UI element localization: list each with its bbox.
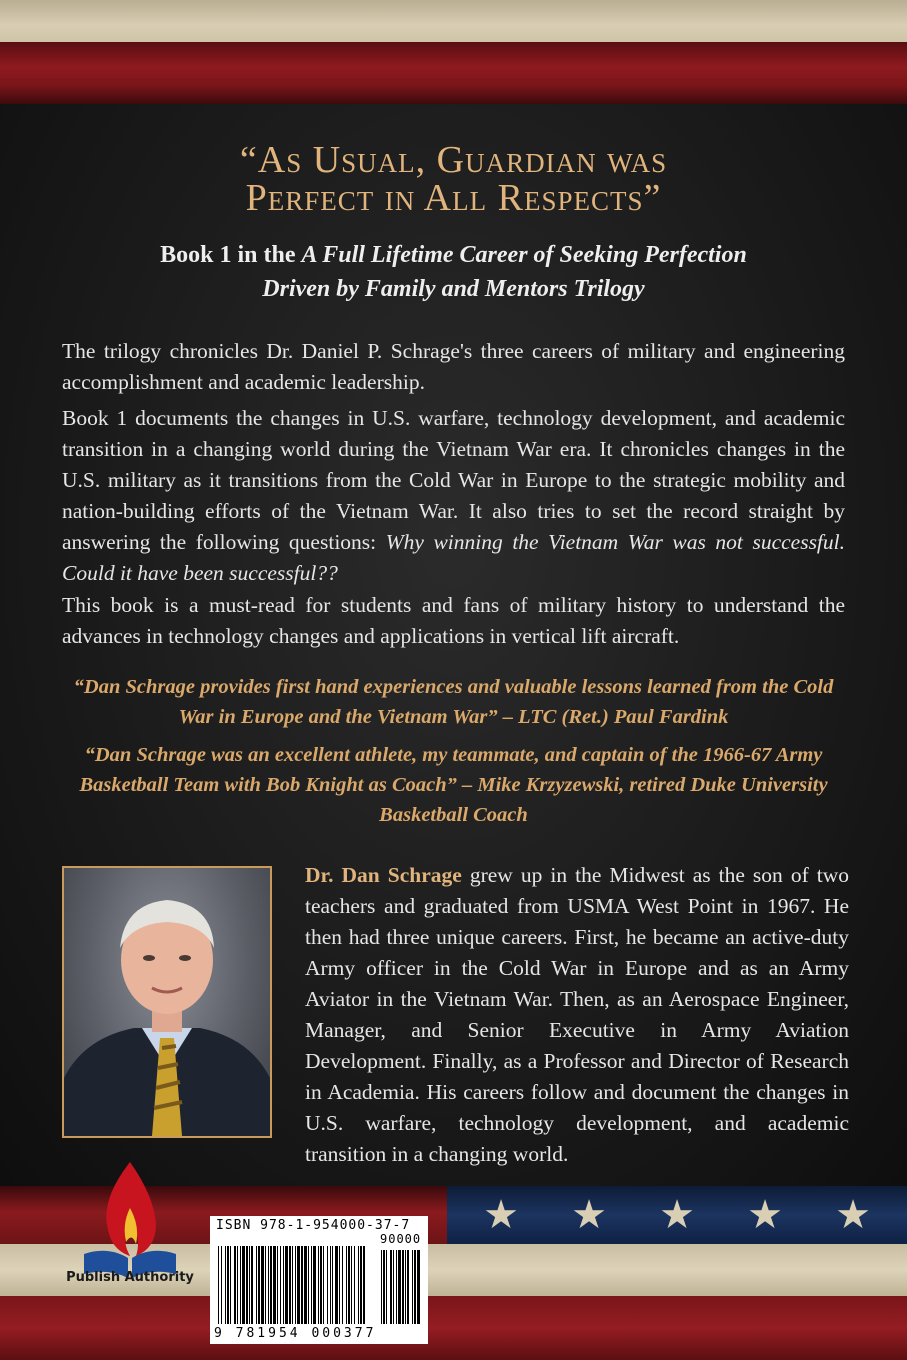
barcode-bar (323, 1246, 324, 1324)
barcode-bar (221, 1246, 222, 1324)
star-icon: ★ (835, 1192, 871, 1238)
barcode-bar (261, 1246, 264, 1324)
publisher-name: Publish Authority (66, 1270, 194, 1285)
barcode-bar (280, 1246, 281, 1324)
bottom-red-stripe-lower (0, 1296, 907, 1360)
barcode-bar (297, 1246, 300, 1324)
barcode-bar (348, 1246, 350, 1324)
barcode-bar (330, 1246, 331, 1324)
barcode-bar (354, 1246, 355, 1324)
star-icon: ★ (659, 1192, 695, 1238)
barcode-bar (237, 1246, 238, 1324)
barcode-bar (386, 1250, 387, 1324)
barcode-bar (289, 1246, 291, 1324)
headline-line2: Perfect in All Respects” (245, 177, 662, 219)
barcode-bar (242, 1246, 245, 1324)
barcode-bar (381, 1250, 382, 1324)
barcode-bar (393, 1250, 394, 1324)
barcode-bar (230, 1246, 231, 1324)
barcode-bar (227, 1246, 229, 1324)
description-paragraph-3: This book is a must-read for students and fans of military history to understand the advances in technology changes and applications in vertical lift aircraft. (62, 593, 845, 648)
author-bio (305, 860, 849, 1170)
barcode-bar (273, 1246, 276, 1324)
top-cream-stripe (0, 0, 907, 42)
barcode-bar (246, 1246, 248, 1324)
barcode-bar (363, 1246, 365, 1324)
star-icon: ★ (747, 1192, 783, 1238)
barcode-bars (216, 1246, 422, 1326)
author-name: Dr. Dan Schrage (305, 863, 462, 887)
barcode-bar (225, 1246, 226, 1324)
series-subtitle (0, 238, 907, 306)
testimonial-text: “Dan Schrage was an excellent athlete, my teammate, and captain of the 1966-67 Army Basketball Team with Bob Knight as Coach” – Mike Krzyzewski, retired Duke University Basketball Coach (79, 744, 828, 826)
barcode-bar (265, 1246, 266, 1324)
barcode-bar (390, 1250, 392, 1324)
barcode-bar (285, 1246, 288, 1324)
barcode-bar (270, 1246, 272, 1324)
barcode-bar (318, 1246, 319, 1324)
subtitle-series-line2: Driven by Family and Mentors Trilogy (262, 276, 645, 302)
barcode-bar (398, 1250, 401, 1324)
barcode-bar (402, 1250, 404, 1324)
price-code: 90000 (380, 1232, 422, 1246)
barcode-bar (218, 1246, 219, 1324)
top-red-stripe (0, 42, 907, 104)
barcode-number: 9 781954 000377 (214, 1326, 377, 1341)
barcode-bar (313, 1246, 316, 1324)
barcode-bar (407, 1250, 409, 1324)
barcode-bar (277, 1246, 278, 1324)
description-paragraph-2 (62, 403, 845, 589)
barcode-bar (301, 1246, 303, 1324)
subtitle-series-line1: A Full Lifetime Career of Seeking Perfection (301, 242, 747, 268)
barcode-bar (308, 1246, 309, 1324)
barcode-bar (417, 1250, 420, 1324)
barcode-bar (339, 1246, 340, 1324)
barcode-bar (358, 1246, 359, 1324)
testimonial-text: “Dan Schrage provides first hand experiences and valuable lessons learned from the Cold War in Europe and the Vietnam War” – LTC (Ret.) Paul Fardink (73, 676, 834, 728)
barcode-bar (320, 1246, 322, 1324)
subtitle-prefix: Book 1 in the (160, 242, 302, 268)
barcode-bar (283, 1246, 284, 1324)
testimonial-fardink (0, 672, 907, 732)
author-portrait-image (64, 868, 270, 1136)
isbn-line: ISBN 978-1-954000-37-7 (216, 1218, 411, 1233)
barcode-bar (346, 1246, 347, 1324)
barcode-bar (292, 1246, 293, 1324)
barcode-bar (268, 1246, 269, 1324)
barcode-bar (234, 1246, 236, 1324)
barcode-bar (249, 1246, 250, 1324)
flag-star-field (447, 1186, 907, 1244)
description-paragraph-1: The trilogy chronicles Dr. Daniel P. Schrage's three careers of military and engineering accomplishment and academic leadership. (62, 339, 845, 394)
barcode-bar (335, 1246, 338, 1324)
barcode-bar (412, 1250, 413, 1324)
star-icon: ★ (483, 1192, 519, 1238)
barcode-bar (256, 1246, 257, 1324)
description-p2-text: Book 1 documents the changes in U.S. warfare, technology development, and academic transition in a changing world during the Vietnam War era. It chronicles changes in the U.S. military as it transitions from the Cold War in Europe to the strategic mobility and nation-building efforts of the Vietnam War. It also tries to set the record straight by answering the following questions: (62, 406, 845, 554)
barcode-bar (342, 1246, 343, 1324)
isbn-barcode (210, 1216, 428, 1344)
author-bio-text: grew up in the Midwest as the son of two teachers and graduated from USMA West Point in 1967. He then had three unique careers. First, he became an active-duty Army officer in the Cold War in Europe and as an Army Aviator in the Vietnam War. Then, as an Aerospace Engineer, Manager, and Senior Executive in Army Aviation Development. Finally, as a Professor and Director of Research in Academia. His careers follow and document the changes in U.S. warfare, technology development, and academic transition in a changing world. (305, 863, 850, 1166)
barcode-bar (327, 1246, 328, 1324)
barcode-bar (396, 1250, 397, 1324)
barcode-bar (311, 1246, 312, 1324)
barcode-bar (258, 1246, 260, 1324)
headline-line1: “As Usual, Guardian was (239, 139, 668, 181)
barcode-bar (295, 1246, 296, 1324)
author-photo (62, 866, 272, 1138)
barcode-bar (383, 1250, 385, 1324)
barcode-bar (240, 1246, 241, 1324)
barcode-bar (360, 1246, 362, 1324)
testimonial-krzyzewski (0, 740, 907, 830)
barcode-bar (405, 1250, 406, 1324)
description-p2-question: Why winning the Vietnam War was not successful. Could it have been successful?? (62, 530, 846, 585)
barcode-bar (332, 1246, 333, 1324)
star-icon: ★ (571, 1192, 607, 1238)
barcode-bar (251, 1246, 253, 1324)
barcode-bar (414, 1250, 416, 1324)
barcode-bar (304, 1246, 307, 1324)
barcode-bar (351, 1246, 352, 1324)
